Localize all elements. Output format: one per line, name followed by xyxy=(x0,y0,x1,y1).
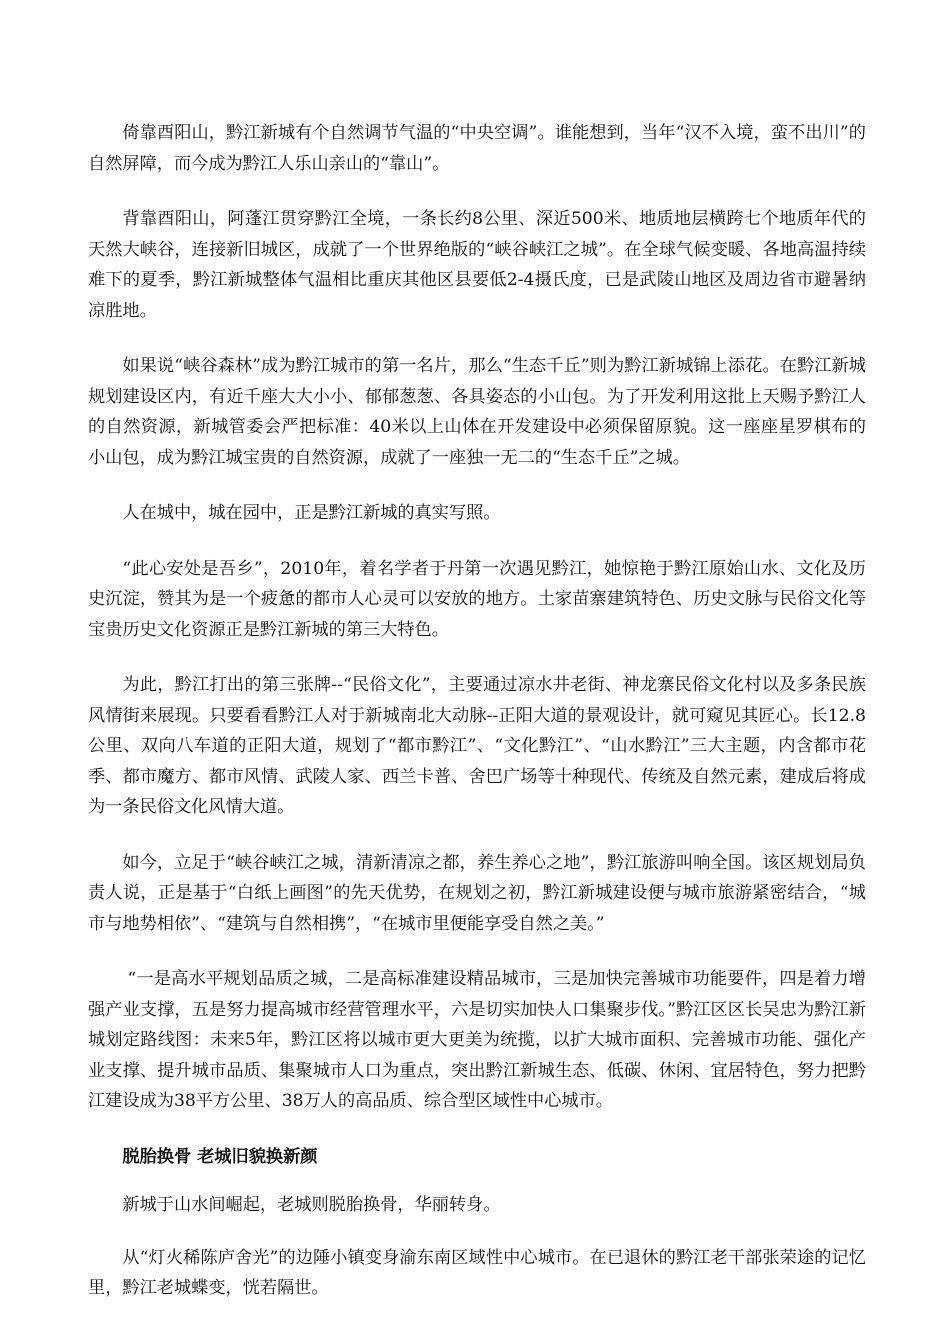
paragraph-10: 从“灯火稀陈庐舍光”的边陲小镇变身渝东南区域性中心城市。在已退休的黔江老干部张荣途的记忆里，黔江老城蝶变，恍若隔世。 xyxy=(88,1247,866,1298)
paragraph-3: 如果说“峡谷森林”成为黔江城市的第一名片，那么“生态千丘”则为黔江新城锦上添花。在黔江新城规划建设区内，有近千座大大小小、郁郁葱葱、各具姿态的小山包。为了开发利用这批上天赐予黔江人的自然资源，新城管委会严把标准：40米以上山体在开发建设中必须保留原貌。这一座座星罗棋布的小山包，成为黔江城宝贵的自然资源，成就了一座独一无二的“生态千丘”之城。 xyxy=(88,356,866,468)
paragraph-5: “此心安处是吾乡”，2010年，着名学者于丹第一次遇见黔江，她惊艳于黔江原始山水、文化及历史沉淀，赞其为是一个疲惫的都市人心灵可以安放的地方。土家苗寨建筑特色、历史文脉与民俗文化等宝贵历史文化资源正是黔江新城的第三大特色。 xyxy=(88,558,866,640)
paragraph-6: 为此，黔江打出的第三张牌--“民俗文化”，主要通过凉水井老街、神龙寨民俗文化村以及多条民族风情街来展现。只要看看黔江人对于新城南北大动脉--正阳大道的景观设计，就可窥见其匠心。长12.8公里、双向八车道的正阳大道，规划了“都市黔江”、“文化黔江”、“山水黔江”三大主题，内含都市花季、都市魔方、都市风情、武陵人家、西兰卡普、舍巴广场等十种现代、传统及自然元素，建成后将成为一条民俗文化风情大道。 xyxy=(88,675,866,817)
paragraph-7: 如今，立足于“峡谷峡江之城，清新清凉之都，养生养心之地”，黔江旅游叫响全国。该区规划局负责人说，正是基于“白纸上画图”的先天优势，在规划之初，黔江新城建设便与城市旅游紧密结合，“城市与地势相依”、“建筑与自然相携”，“在城市里便能享受自然之美。” xyxy=(88,852,866,934)
paragraph-9: 新城于山水间崛起，老城则脱胎换骨，华丽转身。 xyxy=(122,1195,501,1215)
paragraph-8: “一是高水平规划品质之城，二是高标准建设精品城市，三是加快完善城市功能要件，四是着力增强产业支撑，五是努力提高城市经营管理水平，六是切实加快人口集聚步伐。”黔江区区长吴忠为黔江新城划定路线图：未来5年，黔江区将以城市更大更美为统揽，以扩大城市面积、完善城市功能、强化产业支撑、提升城市品质、集聚城市人口为重点，突出黔江新城生态、低碳、休闲、宜居特色，努力把黔江建设成为38平方公里、38万人的高品质、综合型区域性中心城市。 xyxy=(88,969,866,1111)
document-body xyxy=(88,118,866,1329)
paragraph-4: 人在城中，城在园中，正是黔江新城的真实写照。 xyxy=(122,503,501,523)
paragraph-2: 背靠酉阳山，阿蓬江贯穿黔江全境，一条长约8公里、深近500米、地质地层横跨七个地质年代的天然大峡谷，连接新旧城区，成就了一个世界绝版的“峡谷峡江之城”。在全球气候变暖、各地高温持续难下的夏季，黔江新城整体气温相比重庆其他区县要低2-4摄氏度，已是武陵山地区及周边省市避暑纳凉胜地。 xyxy=(88,209,866,321)
paragraph-1: 倚靠酉阳山，黔江新城有个自然调节气温的“中央空调”。谁能想到，当年“汉不入境，蛮不出川”的自然屏障，而今成为黔江人乐山亲山的“靠山”。 xyxy=(88,123,866,174)
section-heading: 脱胎换骨 老城旧貌换新颜 xyxy=(122,1146,318,1167)
